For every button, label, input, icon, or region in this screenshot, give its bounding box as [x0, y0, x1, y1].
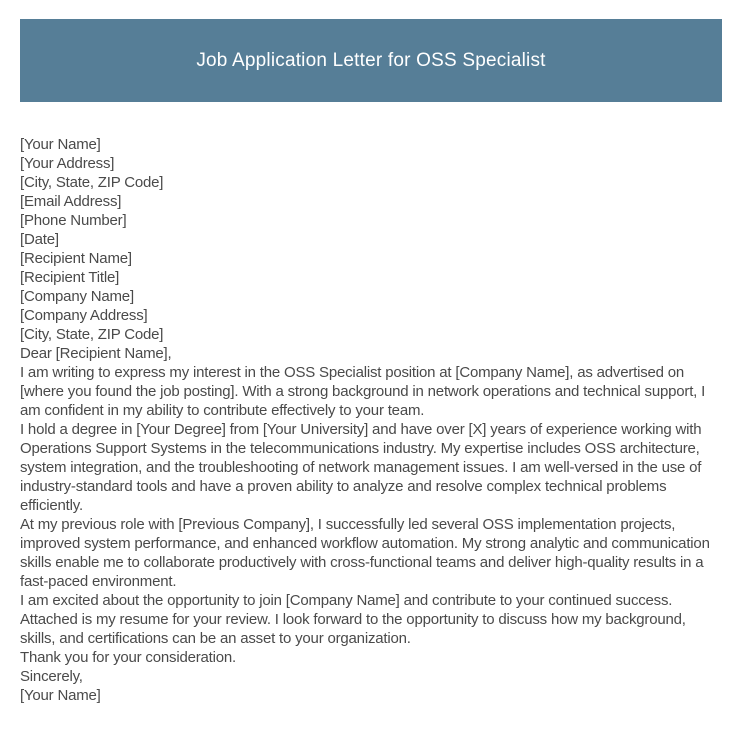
body-paragraph-1: I am writing to express my interest in the OSS Specialist position at [Company Name], as advertised on [where you found the job posting]. With a strong background in network operations and technical support, I am confident in my ability to contribute effectively to your team. — [20, 364, 706, 419]
page-title: Job Application Letter for OSS Specialist — [196, 49, 546, 71]
company-address-line: [Company Address] — [20, 307, 148, 324]
signoff-line: Sincerely, — [20, 668, 83, 685]
recipient-name-line: [Recipient Name] — [20, 250, 132, 267]
recipient-title-line: [Recipient Title] — [20, 269, 120, 286]
company-name-line: [Company Name] — [20, 288, 134, 305]
sender-name-line: [Your Name] — [20, 136, 101, 153]
body-paragraph-3: At my previous role with [Previous Company], I successfully led several OSS implementation projects, improved system performance, and enhanced workflow automation. My strong analytic and communication skills enable me to collaborate productively with cross-functional teams and deliver high-quality results in a fast-paced environment. — [20, 516, 710, 590]
sender-city-line: [City, State, ZIP Code] — [20, 174, 164, 191]
letter-body — [20, 135, 720, 705]
signature-line: [Your Name] — [20, 687, 101, 704]
sender-phone-line: [Phone Number] — [20, 212, 127, 229]
sender-address-line: [Your Address] — [20, 155, 115, 172]
date-line: [Date] — [20, 231, 59, 248]
thanks-line: Thank you for your consideration. — [20, 649, 237, 666]
sender-email-line: [Email Address] — [20, 193, 122, 210]
salutation: Dear [Recipient Name], — [20, 345, 172, 362]
header-banner — [20, 19, 722, 102]
company-city-line: [City, State, ZIP Code] — [20, 326, 164, 343]
body-paragraph-2: I hold a degree in [Your Degree] from [Your University] and have over [X] years of experience working with Operations Support Systems in the telecommunications industry. My expertise includes OSS architecture, system integration, and the troubleshooting of network management issues. I am well-versed in the use of industry-standard tools and have a proven ability to analyze and resolve complex technical problems efficiently. — [20, 421, 702, 514]
body-paragraph-4: I am excited about the opportunity to join [Company Name] and contribute to your continued success. Attached is my resume for your review. I look forward to the opportunity to discuss how my background, skills, and certifications can be an asset to your organization. — [20, 592, 686, 647]
